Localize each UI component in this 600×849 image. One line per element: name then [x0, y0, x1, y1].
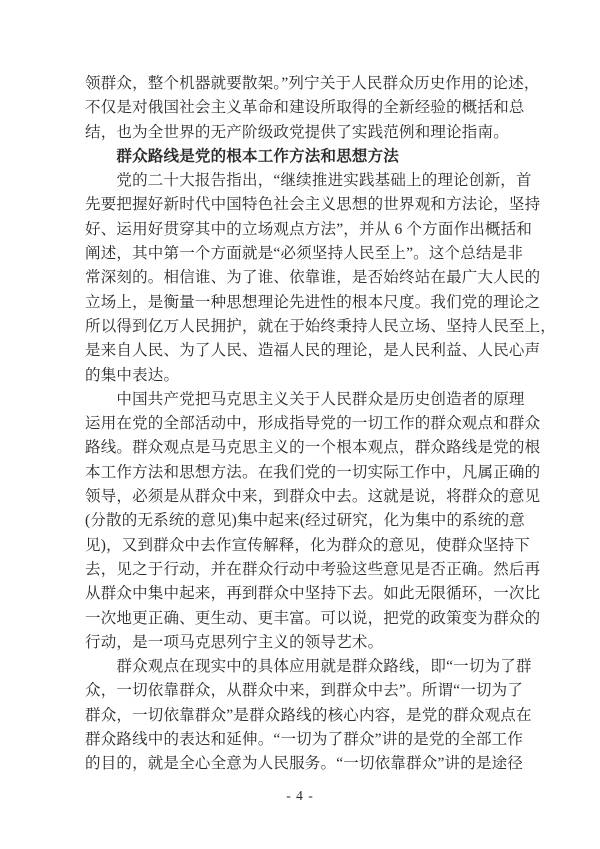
text-line: 群众，一切依靠群众”是群众路线的核心内容，是党的群众观点在 [85, 706, 532, 724]
text-line: 中国共产党把马克思主义关于人民群众是历史创造者的原理 [85, 390, 525, 408]
text-line: 好、运用好贯穿其中的立场观点方法”，并从 6 个方面作出概括和 [85, 220, 533, 238]
text-line: 立场上，是衡量一种思想理论先进性的根本尺度。我们党的理论之 [85, 293, 541, 311]
text-line: 本工作方法和思想方法。在我们党的一切实际工作中，凡属正确的 [85, 463, 541, 481]
text-line: 不仅是对俄国社会主义革命和建设所取得的全新经验的概括和总 [85, 99, 525, 117]
text-line: 的目的，就是全心全意为人民服务。“一切依靠群众”讲的是途径 [85, 755, 524, 773]
text-line: 从群众中集中起来，再到群众中坚持下去。如此无限循环，一次比 [85, 585, 541, 603]
text-line: 先要把握好新时代中国特色社会主义思想的世界观和方法论，坚持 [85, 196, 541, 214]
body-paragraph [85, 388, 541, 655]
text-line: 党的二十大报告指出，“继续推进实践基础上的理论创新，首 [85, 172, 532, 190]
text-line: 是来自人民、为了人民、造福人民的理论，是人民利益、人民心声 [85, 342, 541, 360]
text-line: 常深刻的。相信谁、为了谁、依靠谁，是否始终站在最广大人民的 [85, 269, 541, 287]
text-line: 行动，是一项马克思列宁主义的领导艺术。 [85, 633, 384, 651]
text-line: 群众路线是党的根本工作方法和思想方法 [85, 147, 400, 165]
text-line: 去，见之于行动，并在群众行动中考验这些意见是否正确。然后再 [85, 560, 541, 578]
body-paragraph [85, 655, 532, 776]
section-heading [85, 145, 523, 169]
body-paragraph [85, 169, 557, 388]
text-line: 运用在党的全部活动中，形成指导党的一切工作的群众观点和群众 [85, 415, 541, 433]
text-line: 群众观点在现实中的具体应用就是群众路线，即“一切为了群 [85, 658, 532, 676]
body-paragraph [85, 72, 540, 145]
text-line: 领群众，整个机器就要散架。”列宁关于人民群众历史作用的论述， [85, 75, 540, 92]
text-line: (分散的无系统的意见)集中起来(经过研究，化为集中的系统的意 [85, 512, 525, 530]
document-text-block [85, 72, 557, 777]
text-line: 所以得到亿万人民拥护，就在于始终秉持人民立场、坚持人民至上， [85, 317, 557, 335]
page-number: - 4 - [286, 788, 314, 803]
text-line: 的集中表达。 [85, 366, 180, 384]
text-line: 结，也为全世界的无产阶级政党提供了实践范例和理论指南。 [85, 123, 509, 141]
text-line: 领导，必须是从群众中来，到群众中去。这就是说，将群众的意见 [85, 488, 541, 506]
text-line: 见)，又到群众中去作宣传解释，化为群众的意见，使群众坚持下 [85, 536, 530, 554]
text-line: 群众路线中的表达和延伸。“一切为了群众”讲的是党的全部工作 [85, 731, 524, 749]
text-line: 一次地更正确、更生动、更丰富。可以说，把党的政策变为群众的 [85, 609, 541, 627]
text-line: 阐述，其中第一个方面就是“必须坚持人民至上”。这个总结是非 [85, 245, 524, 263]
text-line: 众，一切依靠群众，从群众中来，到群众中去”。所谓“一切为了 [85, 682, 524, 700]
text-line: 路线。群众观点是马克思主义的一个根本观点，群众路线是党的根 [85, 439, 541, 457]
